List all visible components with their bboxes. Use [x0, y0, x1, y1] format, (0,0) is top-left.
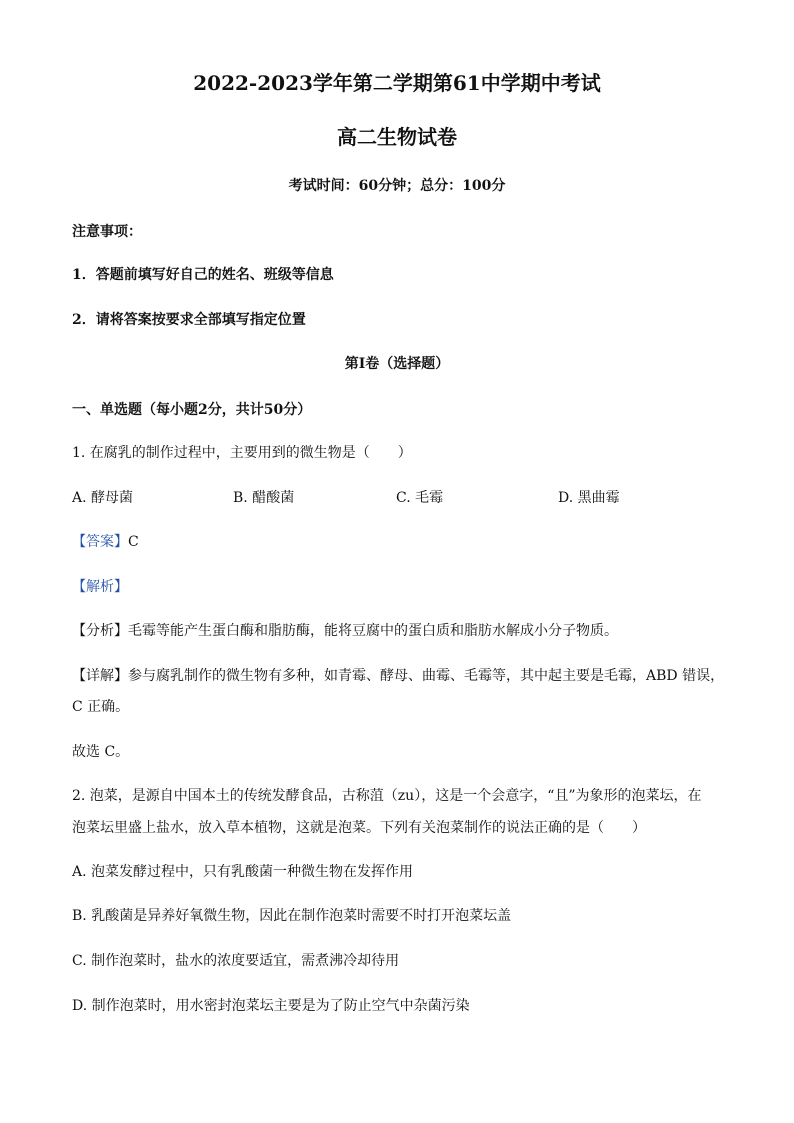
question-1-options	[72, 488, 722, 508]
notice-heading: 注意事项：	[72, 224, 142, 240]
question-2-stem-line-2: 泡菜坛里盛上盐水，放入草本植物，这就是泡菜。下列有关泡菜制作的说法正确的是（ ）	[72, 820, 646, 836]
question-1-stem: 1. 在腐乳的制作过程中，主要用到的微生物是（ ）	[72, 445, 412, 461]
question-1-answer	[72, 532, 722, 552]
subject-title: 高二生物试卷	[337, 125, 457, 149]
answer-tag: 【答案】	[72, 534, 128, 550]
analysis-tag: 【解析】	[72, 579, 128, 595]
question-1-analysis	[72, 621, 722, 641]
question-1-detail-line-1	[72, 666, 725, 686]
analysis-label: 【分析】	[72, 623, 128, 639]
detail-label: 【详解】	[72, 668, 128, 684]
exam-info: 考试时间：60分钟；总分：100分	[288, 178, 506, 194]
detail-text-1: 参与腐乳制作的微生物有多种，如青霉、酵母、曲霉、毛霉等，其中起主要是毛霉，ABD 错误，	[128, 668, 725, 684]
analysis-text: 毛霉等能产生蛋白酶和脂肪酶，能将豆腐中的蛋白质和脂肪水解成小分子物质。	[128, 623, 618, 639]
answer-value: C	[128, 534, 139, 550]
question-1-option-c: C. 毛霉	[396, 490, 444, 506]
question-1-detail-line-2: C 正确。	[72, 699, 130, 715]
question-2-option-d: D. 制作泡菜时，用水密封泡菜坛主要是为了防止空气中杂菌污染	[72, 998, 470, 1014]
question-1-option-b: B. 醋酸菌	[233, 490, 295, 506]
question-1-option-d: D. 黑曲霉	[558, 490, 620, 506]
question-2-stem-line-1: 2. 泡菜，是源自中国本土的传统发酵食品，古称菹（zu），这是一个会意字，“且”为象形的泡菜坛，在	[72, 788, 702, 804]
question-1-conclusion: 故选 C。	[72, 744, 130, 760]
question-1-analysis-tag	[72, 577, 722, 597]
exam-title: 2022-2023学年第二学期第61中学期中考试	[193, 71, 601, 95]
question-2-option-b: B. 乳酸菌是异养好氧微生物，因此在制作泡菜时需要不时打开泡菜坛盖	[72, 908, 512, 924]
notice-item-1: 1．答题前填写好自己的姓名、班级等信息	[72, 267, 334, 283]
question-2-option-c: C. 制作泡菜时，盐水的浓度要适宜，需煮沸冷却待用	[72, 953, 400, 969]
part-heading: 一、单选题（每小题2分，共计50分）	[72, 402, 312, 418]
question-2-option-a: A. 泡菜发酵过程中，只有乳酸菌一种微生物在发挥作用	[72, 864, 414, 880]
notice-item-2: 2．请将答案按要求全部填写指定位置	[72, 312, 306, 328]
volume-title: 第I卷（选择题）	[344, 356, 450, 372]
question-1-option-a: A. 酵母菌	[72, 490, 134, 506]
